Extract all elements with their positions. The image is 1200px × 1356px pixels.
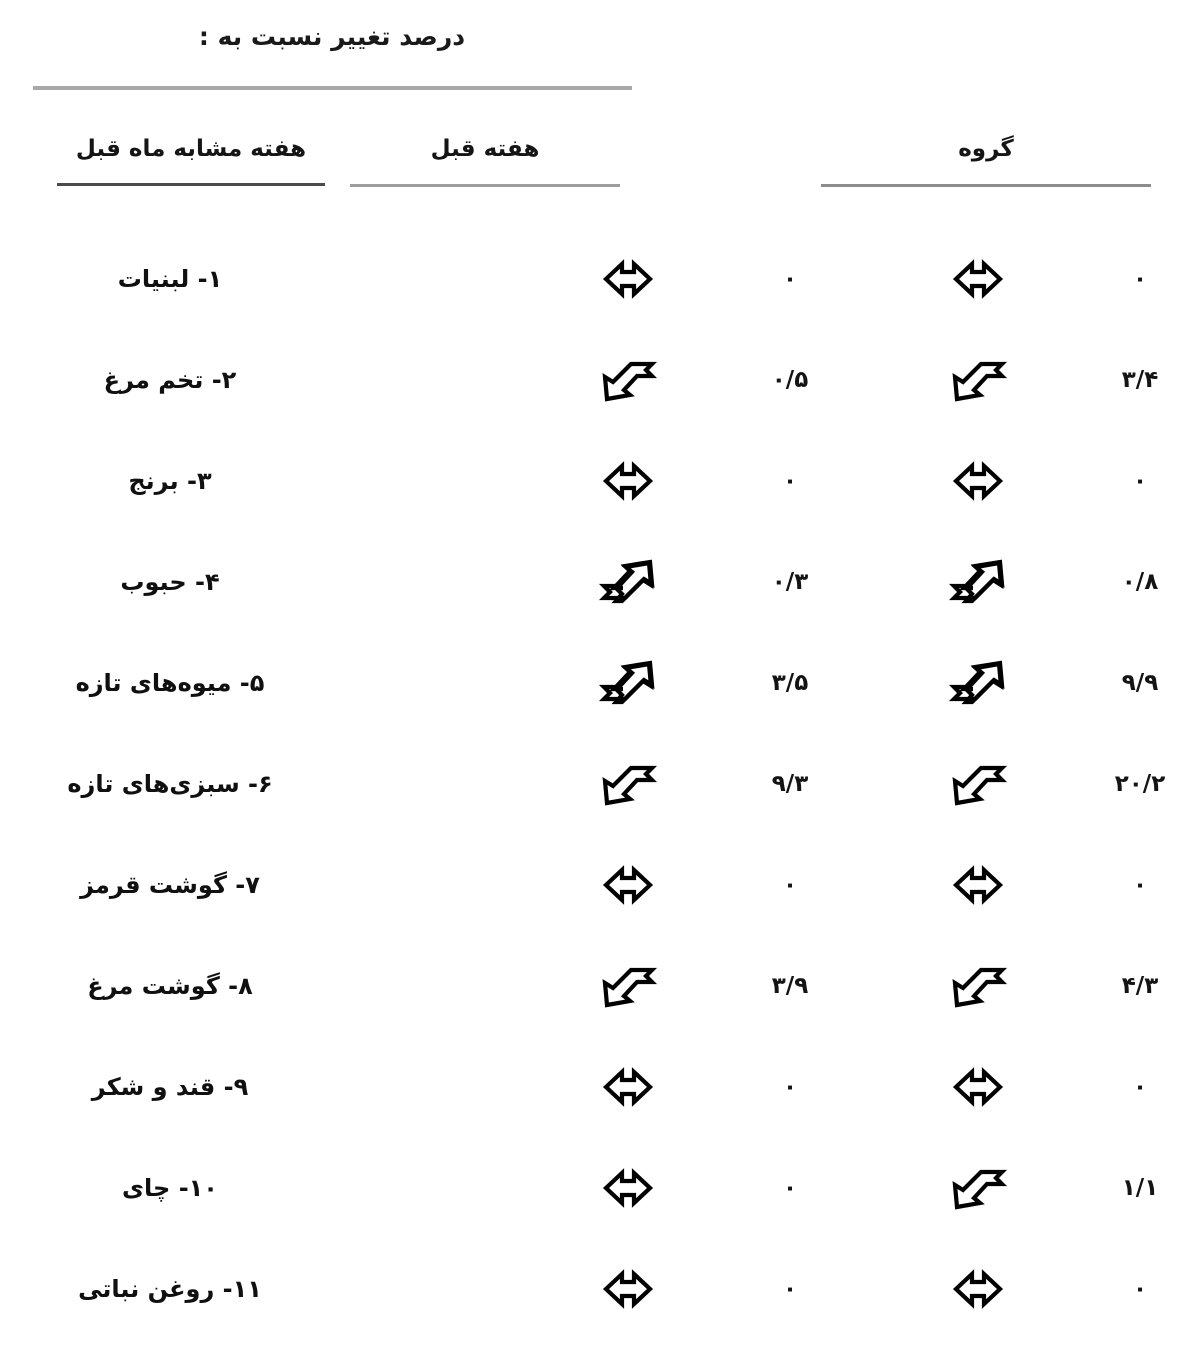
arrow-down-icon bbox=[525, 935, 730, 1036]
column-spacer bbox=[850, 1137, 875, 1238]
table-row bbox=[0, 430, 1200, 531]
arrow-flat-icon bbox=[875, 1238, 1080, 1339]
arrow-down-icon bbox=[525, 733, 730, 834]
week-change-value: ۰ bbox=[782, 1073, 798, 1100]
arrow-flat-icon bbox=[875, 430, 1080, 531]
month-change-value: ۰ bbox=[1132, 1073, 1148, 1100]
group-name: ۲- تخم مرغ bbox=[103, 365, 237, 394]
arrow-flat-icon bbox=[875, 1036, 1080, 1137]
group-name: ۴- حبوب bbox=[120, 567, 220, 596]
column-spacer bbox=[340, 430, 525, 531]
week-change-value: ۰/۵ bbox=[771, 366, 809, 393]
column-spacer bbox=[850, 329, 875, 430]
table-row bbox=[0, 935, 1200, 1036]
arrow-up-icon bbox=[875, 632, 1080, 733]
column-spacer bbox=[850, 228, 875, 329]
column-spacer bbox=[340, 935, 525, 1036]
arrow-flat-icon bbox=[875, 228, 1080, 329]
month-change-value: ۲۰/۲ bbox=[1114, 770, 1166, 797]
table-row bbox=[0, 1238, 1200, 1339]
week-change-value: ۰/۳ bbox=[771, 568, 809, 595]
header-top-rule bbox=[33, 86, 632, 90]
group-name: ۸- گوشت مرغ bbox=[87, 971, 253, 1000]
week-change-value: ۰ bbox=[782, 1275, 798, 1302]
arrow-flat-icon bbox=[525, 430, 730, 531]
table-row bbox=[0, 1137, 1200, 1238]
column-header-previous-week: هفته قبل bbox=[430, 136, 540, 162]
table-body bbox=[0, 228, 1200, 1339]
column-spacer bbox=[340, 632, 525, 733]
arrow-down-icon bbox=[875, 329, 1080, 430]
column-spacer bbox=[340, 329, 525, 430]
week-change-value: ۳/۵ bbox=[771, 669, 809, 696]
arrow-flat-icon bbox=[525, 1238, 730, 1339]
group-name: ۹- قند و شکر bbox=[91, 1072, 249, 1101]
week-change-value: ۹/۳ bbox=[771, 770, 809, 797]
table-row bbox=[0, 329, 1200, 430]
week-change-value: ۰ bbox=[782, 467, 798, 494]
month-change-value: ۰/۸ bbox=[1121, 568, 1159, 595]
group-name: ۱۰- چای bbox=[122, 1173, 218, 1202]
column-spacer bbox=[340, 228, 525, 329]
arrow-down-icon bbox=[875, 1137, 1080, 1238]
column-spacer bbox=[850, 935, 875, 1036]
column-header-group: گروه bbox=[958, 136, 1014, 162]
month-change-value: ۳/۴ bbox=[1121, 366, 1159, 393]
arrow-flat-icon bbox=[525, 834, 730, 935]
column-spacer bbox=[340, 733, 525, 834]
arrow-flat-icon bbox=[525, 1036, 730, 1137]
group-name: ۵- میوه‌های تازه bbox=[75, 668, 265, 697]
month-change-value: ۰ bbox=[1132, 467, 1148, 494]
week-change-value: ۰ bbox=[782, 265, 798, 292]
week-change-value: ۰ bbox=[782, 871, 798, 898]
table-row bbox=[0, 1036, 1200, 1137]
arrow-down-icon bbox=[875, 935, 1080, 1036]
arrow-flat-icon bbox=[525, 228, 730, 329]
price-change-table bbox=[0, 228, 1200, 1339]
table-row bbox=[0, 733, 1200, 834]
arrow-flat-icon bbox=[525, 1137, 730, 1238]
group-name: ۳- برنج bbox=[128, 466, 212, 495]
column-spacer bbox=[850, 632, 875, 733]
arrow-down-icon bbox=[875, 733, 1080, 834]
group-name: ۱۱- روغن نباتی bbox=[78, 1274, 262, 1303]
week-change-value: ۳/۹ bbox=[771, 972, 809, 999]
month-change-value: ۰ bbox=[1132, 871, 1148, 898]
table-row bbox=[0, 632, 1200, 733]
column-spacer bbox=[340, 1238, 525, 1339]
column-spacer bbox=[850, 733, 875, 834]
group-column-rule bbox=[821, 184, 1151, 187]
document-title-row bbox=[32, 22, 632, 51]
column-spacer bbox=[850, 430, 875, 531]
group-name: ۶- سبزی‌های تازه bbox=[67, 769, 273, 798]
arrow-up-icon bbox=[525, 632, 730, 733]
week-column-rule bbox=[350, 184, 620, 187]
column-spacer bbox=[850, 531, 875, 632]
column-spacer bbox=[850, 1238, 875, 1339]
group-name: ۷- گوشت قرمز bbox=[80, 870, 260, 899]
month-change-value: ۰ bbox=[1132, 265, 1148, 292]
arrow-up-icon bbox=[875, 531, 1080, 632]
week-change-value: ۰ bbox=[782, 1174, 798, 1201]
page-title: درصد تغییر نسبت به : bbox=[198, 22, 466, 51]
month-change-value: ۰ bbox=[1132, 1275, 1148, 1302]
month-column-rule bbox=[57, 183, 325, 186]
column-header-same-week-previous-month: هفته مشابه ماه قبل bbox=[75, 136, 307, 162]
month-change-value: ۱/۱ bbox=[1121, 1174, 1159, 1201]
table-row bbox=[0, 531, 1200, 632]
column-spacer bbox=[340, 1137, 525, 1238]
arrow-down-icon bbox=[525, 329, 730, 430]
column-spacer bbox=[850, 834, 875, 935]
month-change-value: ۴/۳ bbox=[1121, 972, 1159, 999]
table-row bbox=[0, 834, 1200, 935]
column-spacer bbox=[850, 1036, 875, 1137]
table-row bbox=[0, 228, 1200, 329]
column-spacer bbox=[340, 1036, 525, 1137]
column-spacer bbox=[340, 531, 525, 632]
group-name: ۱- لبنیات bbox=[117, 264, 223, 293]
arrow-flat-icon bbox=[875, 834, 1080, 935]
arrow-up-icon bbox=[525, 531, 730, 632]
column-spacer bbox=[340, 834, 525, 935]
month-change-value: ۹/۹ bbox=[1121, 669, 1159, 696]
